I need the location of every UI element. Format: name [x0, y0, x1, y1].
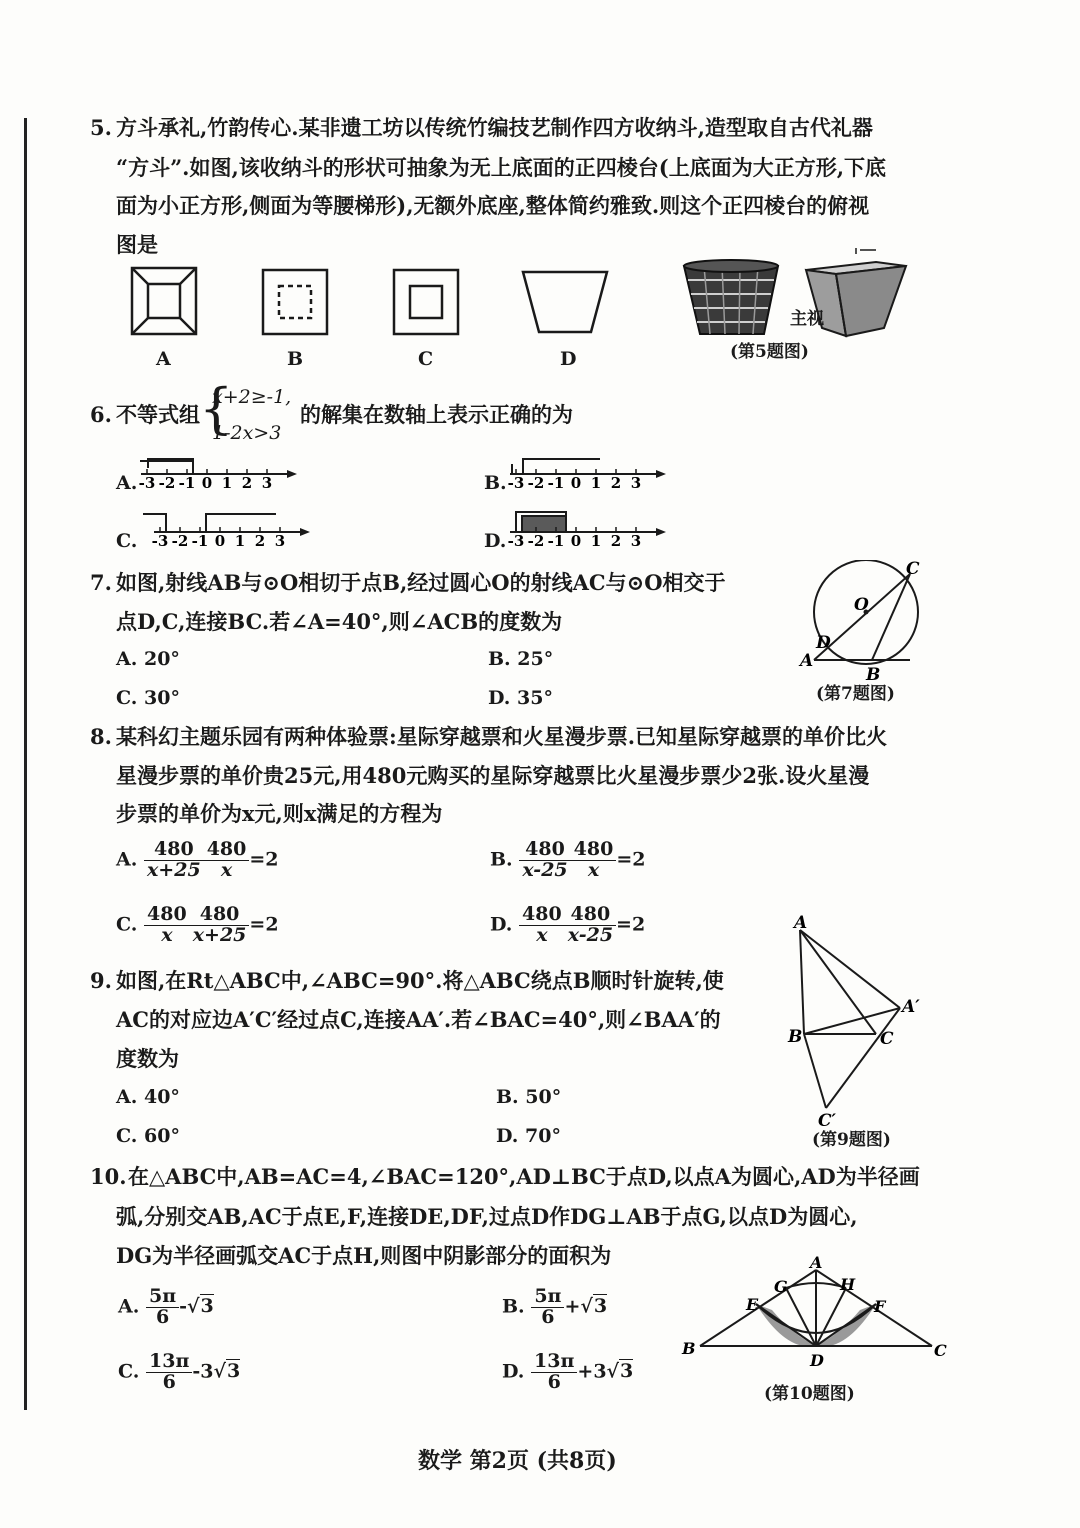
- q9-caption: (第9题图): [812, 1130, 891, 1150]
- q6-c-tick-label: 3: [274, 532, 286, 550]
- q8-line-1: 某科幻主题乐园有两种体验票:星际穿越票和火星漫步票.已知星际穿越票的单价比火: [116, 724, 888, 749]
- q7-option-c: C. 30°: [116, 687, 180, 709]
- q6-inequality-2: 1-2x>3: [212, 422, 282, 444]
- q9-point-a: A: [794, 913, 808, 933]
- q6-b-ray-1: [523, 459, 600, 474]
- q7-option-b: B. 25°: [488, 648, 554, 670]
- q10-point-h: H: [840, 1275, 856, 1294]
- q10-point-c: C: [934, 1341, 947, 1360]
- q6-number-lines: [0, 0, 1080, 600]
- q5-line-1: 方斗承礼,竹韵传心.某非遗工坊以传统竹编技艺制作四方收纳斗,造型取自古代礼器: [116, 115, 873, 140]
- q6-d-tick-label: -1: [547, 532, 565, 550]
- q5-number: 5.: [90, 115, 112, 140]
- q8-option-b: B. $\frac{480}{x-25}$ $\frac{480}{x}$ =2: [490, 838, 646, 881]
- q7-point-o: O: [854, 595, 869, 615]
- q10-option-b: B. $\frac{5\pi}{6}$ +√3: [502, 1285, 608, 1328]
- q9-line-3: 度数为: [116, 1046, 179, 1071]
- q10-point-a: A: [810, 1253, 823, 1272]
- q6-d-tick-label: -3: [507, 532, 525, 550]
- q6-c-arrow-icon: [300, 528, 310, 536]
- q6-a-tick-label: -2: [158, 474, 176, 492]
- q6-label-b: B.: [484, 472, 507, 494]
- q6-b-tick-label: -3: [507, 474, 525, 492]
- q9-side-ab: [800, 930, 804, 1034]
- q6-c-ray-2: [206, 514, 276, 532]
- q9-point-b: B: [788, 1027, 803, 1047]
- q8-line-2: 星漫步票的单价贵25元,用480元购买的星际穿越票比火星漫步票少2张.设火星漫: [116, 763, 870, 788]
- q6-a-tick-label: -3: [138, 474, 156, 492]
- q9-line-2: AC的对应边A′C′经过点C,连接AA′.若∠BAC=40°,则∠BAA′的: [116, 1007, 721, 1032]
- q7-figure: [790, 560, 940, 685]
- q6-inequality-1: x+2≥-1,: [212, 386, 292, 408]
- q6-c-tick-label: -1: [191, 532, 209, 550]
- q7-number: 7.: [90, 570, 112, 595]
- q6-label-a: A.: [116, 472, 138, 494]
- q7-line-2: 点D,C,连接BC.若∠A=40°,则∠ACB的度数为: [116, 609, 563, 634]
- q9-option-a: A. 40°: [116, 1086, 180, 1108]
- q10-number: 10.: [90, 1164, 127, 1189]
- q9-option-d: D. 70°: [496, 1125, 561, 1147]
- q6-c-tick-label: 2: [254, 532, 266, 550]
- q10-option-c: C. $\frac{13\pi}{6}$ -3√3: [118, 1350, 241, 1393]
- q6-b-tick-label: -2: [527, 474, 545, 492]
- q7-point-b: B: [866, 665, 881, 685]
- q7-line-1: 如图,射线AB与⊙O相切于点B,经过圆心O的射线AC与⊙O相交于: [116, 570, 726, 595]
- q9-point-c-prime: C′: [818, 1111, 837, 1131]
- q7-option-a: A. 20°: [116, 648, 180, 670]
- q10-line-1: 在△ABC中,AB=AC=4,∠BAC=120°,AD⊥BC于点D,以点A为圆心,AD为半径画: [128, 1164, 920, 1189]
- q10-line-3: DG为半径画弧交AC于点H,则图中阴影部分的面积为: [116, 1243, 612, 1268]
- q10-line-2: 弧,分别交AB,AC于点E,F,连接DE,DF,过点D作DG⊥AB于点G,以点D为圆心,: [116, 1204, 858, 1229]
- q9-line-1: 如图,在Rt△ABC中,∠ABC=90°.将△ABC绕点B顺时针旋转,使: [116, 968, 724, 993]
- q6-label-c: C.: [116, 530, 138, 552]
- q10-point-b: B: [682, 1339, 696, 1358]
- q8-option-a: A. $\frac{480}{x+25}$ $\frac{480}{x}$ =2: [116, 838, 279, 881]
- q10-point-f: F: [874, 1297, 886, 1316]
- q5-label-c: C: [418, 348, 434, 370]
- q10-point-d: D: [810, 1351, 824, 1370]
- q5-main-view-label: 主视: [790, 309, 824, 329]
- q10-caption: (第10题图): [764, 1384, 855, 1404]
- q6-b-tick-label: 0: [570, 474, 582, 492]
- q6-b-arrow-icon: [656, 470, 666, 478]
- q6-d-tick-label: 1: [590, 532, 602, 550]
- q9-point-a-prime: A′: [902, 997, 920, 1017]
- q5-label-a: A: [156, 348, 171, 370]
- q6-c-ray-1: [143, 514, 166, 532]
- q6-d-tick-label: 0: [570, 532, 582, 550]
- q6-d-arrow-icon: [656, 528, 666, 536]
- q6-b-tick-label: -1: [547, 474, 565, 492]
- q7-option-d: D. 35°: [488, 687, 553, 709]
- q9-side-bc1: [804, 1034, 826, 1108]
- q6-suffix: 的解集在数轴上表示正确的为: [300, 402, 573, 427]
- q6-d-tick-label: -2: [527, 532, 545, 550]
- q8-option-d: D. $\frac{480}{x}$ $\frac{480}{x-25}$ =2: [490, 903, 646, 946]
- q6-b-tick-label: 3: [630, 474, 642, 492]
- q7-point-a: A: [800, 651, 814, 671]
- q6-brace: {: [199, 377, 234, 440]
- q6-b-tick-label: 2: [610, 474, 622, 492]
- q5-line-2: “方斗”.如图,该收纳斗的形状可抽象为无上底面的正四棱台(上底面为大正方形,下底: [116, 155, 887, 180]
- q9-option-b: B. 50°: [496, 1086, 562, 1108]
- q6-label-d: D.: [484, 530, 507, 552]
- q9-side-a1c1: [826, 1008, 900, 1108]
- q7-point-c: C: [906, 560, 920, 579]
- q7-caption: (第7题图): [816, 684, 895, 704]
- q9-number: 9.: [90, 968, 112, 993]
- q5-caption: (第5题图): [730, 342, 809, 362]
- q10-option-a: A. $\frac{5\pi}{6}$ -√3: [118, 1285, 214, 1328]
- q6-c-tick-label: -2: [171, 532, 189, 550]
- q6-a-tick-label: 1: [221, 474, 233, 492]
- q6-number: 6.: [90, 402, 112, 427]
- q6-c-tick-label: 0: [214, 532, 226, 550]
- q8-number: 8.: [90, 724, 112, 749]
- q5-line-3: 面为小正方形,侧面为等腰梯形),无额外底座,整体简约雅致.则这个正四棱台的俯视: [116, 193, 870, 218]
- q6-a-tick-label: 0: [201, 474, 213, 492]
- q10-figure: [676, 1252, 960, 1372]
- q10-point-e: E: [746, 1295, 759, 1314]
- q6-a-tick-label: -1: [178, 474, 196, 492]
- q6-prefix: 不等式组: [116, 402, 200, 427]
- q5-label-d: D: [560, 348, 577, 370]
- q10-option-d: D. $\frac{13\pi}{6}$ +3√3: [502, 1350, 634, 1393]
- q5-line-4: 图是: [116, 232, 158, 257]
- q9-segment-aa1: [800, 930, 900, 1008]
- q8-option-c: C. $\frac{480}{x}$ $\frac{480}{x+25}$ =2: [116, 903, 279, 946]
- page-footer: 数学 第2页 (共8页): [418, 1448, 617, 1474]
- q6-a-tick-label: 3: [261, 474, 273, 492]
- q7-point-d: D: [816, 633, 831, 653]
- q6-b-tick-label: 1: [590, 474, 602, 492]
- q6-a-arrow-icon: [287, 470, 297, 478]
- q6-c-tick-label: 1: [234, 532, 246, 550]
- q6-d-tick-label: 2: [610, 532, 622, 550]
- q9-point-c: C: [880, 1029, 894, 1049]
- q6-d-shaded-region: [522, 516, 566, 532]
- q9-figure: [780, 912, 930, 1132]
- q5-label-b: B: [287, 348, 304, 370]
- q8-line-3: 步票的单价为x元,则x满足的方程为: [116, 801, 443, 826]
- q6-c-tick-label: -3: [151, 532, 169, 550]
- q6-d-tick-label: 3: [630, 532, 642, 550]
- q9-option-c: C. 60°: [116, 1125, 180, 1147]
- q6-a-tick-label: 2: [241, 474, 253, 492]
- q10-point-g: G: [774, 1277, 788, 1296]
